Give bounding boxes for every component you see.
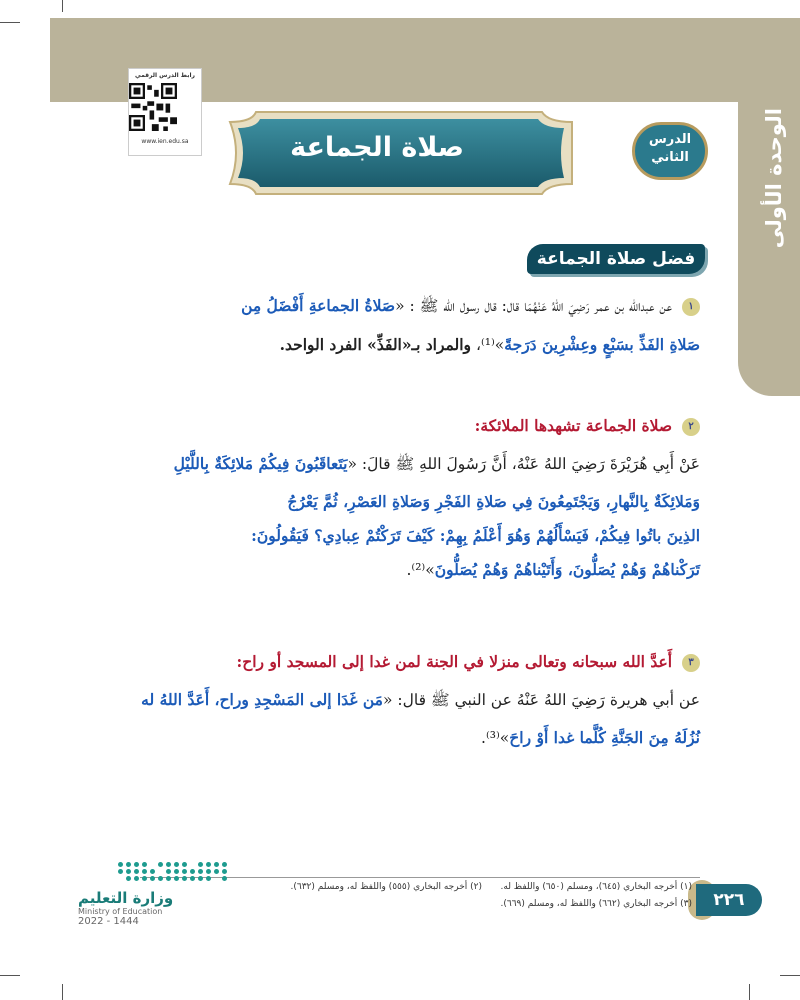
lesson-badge-number: الثاني <box>651 150 689 165</box>
lesson-badge-label: الدرس <box>648 132 692 147</box>
qr-panel[interactable] <box>128 68 202 156</box>
page-number: ٢٢٦ <box>696 884 762 916</box>
crop-mark <box>0 22 20 23</box>
hadith-quote: وَمَلائِكَةٌ بِالنَّهارِ، وَيَجْتَمِعُونَ فِي صَلاةِ الفَجْرِ وَصَلاةِ العَصْرِ، ثُمَّ يَعْرُجُ <box>287 492 700 511</box>
hadith-quote: يَتَعاقَبُونَ فِيكُمْ مَلائِكَةٌ بِاللَّيْلِ <box>173 454 348 473</box>
item-number: ٣ <box>682 654 700 672</box>
qr-code-icon[interactable] <box>129 83 177 131</box>
hadith-item-2 <box>128 416 700 579</box>
hadith-text: عن أبي هريرة رَضِيَ اللهُ عَنْهُ عن النبي ﷺ قال: « <box>382 691 700 709</box>
crop-mark <box>0 975 20 976</box>
hadith-item-3 <box>128 652 700 747</box>
unit-title: الوحدة الأولى <box>762 108 786 249</box>
hadith-quote: الذِينَ باتُوا فِيكُمْ، فَيَسْأَلُهُمْ وَهُوَ أَعْلَمُ بِهِمْ: كَيْفَ تَرَكْتُمْ عِبادِي؟ فَيَقُولُونَ: <box>251 526 700 545</box>
edition-year: 2022 - 1444 <box>78 916 139 927</box>
item-heading: أَعدَّ الله سبحانه وتعالى منزلا في الجنة لمن غدا إلى المسجد أو راح: <box>236 652 673 671</box>
lesson-title-banner <box>212 110 682 196</box>
hadith-text: »⁽²⁾. <box>406 561 435 579</box>
hadith-text: عَنْ أَبِي هُرَيْرَةَ رَضِيَ اللهُ عَنْهُ، أَنَّ رَسُولَ اللهِ ﷺ قالَ: « <box>347 455 700 473</box>
hadith-text: »⁽³⁾. <box>481 729 510 747</box>
hadith-quote: صَلاةِ الفَذِّ بسَبْعٍ وعِشْرِينَ دَرَجةً <box>504 335 700 354</box>
item-heading: صلاة الجماعة تشهدها الملائكة: <box>474 416 673 435</box>
item-number: ١ <box>682 298 700 316</box>
crop-mark <box>62 984 63 1000</box>
crop-mark <box>780 975 800 976</box>
hadith-item-1 <box>128 296 700 354</box>
qr-caption: رابط الدرس الرقمي <box>135 72 195 79</box>
lesson-title: صلاة الجماعة <box>290 132 464 163</box>
hadith-text: عن عبدالله بن عمر رَضِيَ اللهُ عَنْهُمَا قال: قال رسول الله ﷺ : « <box>395 297 673 315</box>
crop-mark <box>749 984 750 1000</box>
ministry-name-arabic: وزارة التعليم <box>78 889 174 907</box>
hadith-quote: تَرَكْناهُمْ وَهُمْ يُصَلُّونَ، وَأَتَيْناهُمْ وَهُمْ يُصَلُّونَ <box>434 560 700 579</box>
hadith-text: »⁽¹⁾، <box>471 336 505 354</box>
section-heading: فضل صلاة الجماعة <box>527 244 705 274</box>
ministry-dots-icon <box>118 862 218 881</box>
unit-sidebar <box>738 100 800 396</box>
qr-url[interactable]: www.ien.edu.sa <box>141 138 189 145</box>
footnote-3: (٣) أخرجه البخاري (٦٦٢) واللفظ له، ومسلم (٦٦٩). <box>500 899 692 909</box>
item-number: ٢ <box>682 418 700 436</box>
footnote-1: (١) أخرجه البخاري (٦٤٥)، ومسلم (٦٥٠) واللفظ له. <box>500 882 692 892</box>
crop-mark <box>62 0 63 12</box>
footnote-2: (٢) أخرجه البخاري (٥٥٥) واللفظ له، ومسلم (٦٣٢). <box>290 882 482 892</box>
hadith-quote: صَلاةُ الجماعةِ أَفْضَلُ مِن <box>241 296 396 315</box>
hadith-explanation: والمراد بـ«الفَذِّ» الفرد الواحد. <box>279 335 472 354</box>
lesson-badge <box>632 122 708 180</box>
ministry-logo <box>78 862 218 927</box>
hadith-quote: نُزُلَهُ مِنَ الجَنَّةِ كُلَّما غدا أَوْ راحَ <box>509 728 700 747</box>
hadith-quote: مَن غَدَا إلى المَسْجِدِ وراح، أَعَدَّ اللهُ له <box>141 690 383 709</box>
ministry-name-english: Ministry of Education <box>78 907 163 916</box>
